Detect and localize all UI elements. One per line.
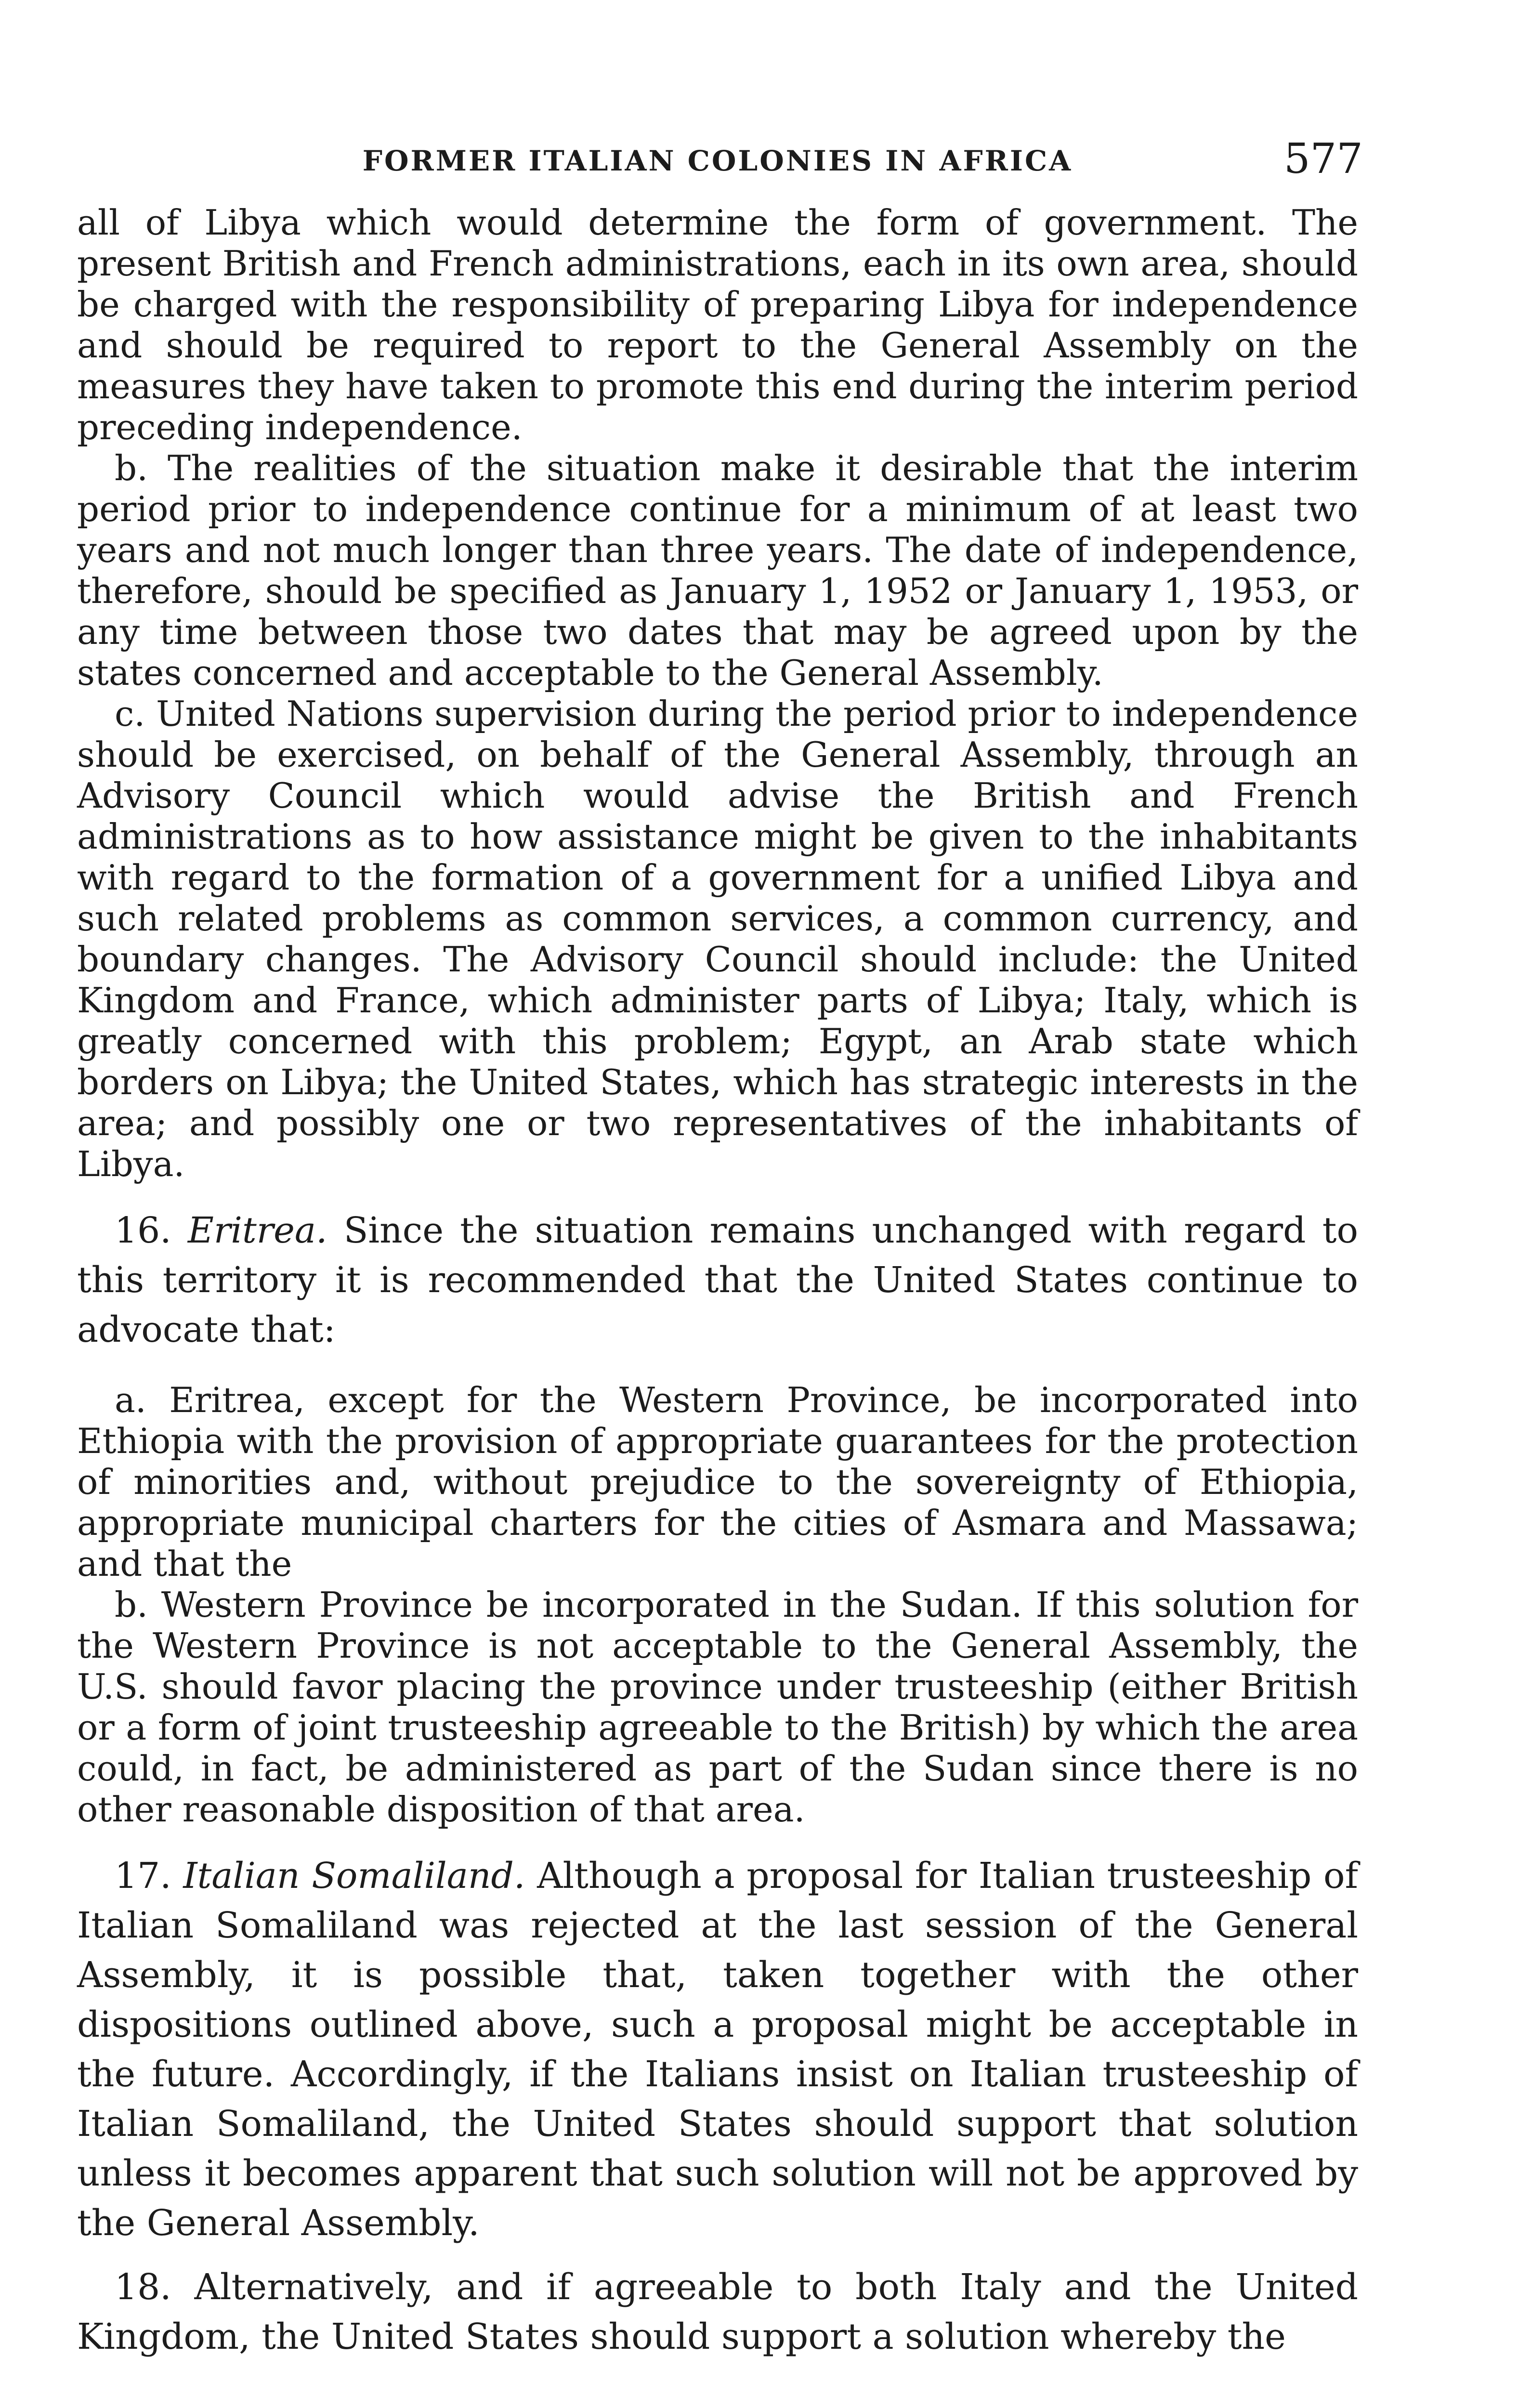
paragraph-16-number: 16. (115, 1210, 171, 1251)
paragraph-17-heading: Italian Somaliland. (183, 1855, 525, 1897)
paragraph-16-text: Since the situation remains unchanged with regard to this territory it is recommended that the United States continue to advocate that: (77, 1210, 1358, 1350)
paragraph-18: 18. Alternatively, and if agreeable to both Italy and the United Kingdom, the United States should support a solution whereby the (77, 2266, 1358, 2357)
running-title: FORMER ITALIAN COLONIES IN AFRICA (362, 144, 1073, 177)
paragraph-16-heading: Eritrea. (187, 1210, 327, 1251)
document-page (77, 130, 1363, 2408)
paragraph-libya-continued: all of Libya which would determine the form of government. The present British and French administrations, each in its own area, should be charged with the responsibility of preparing Libya for independence and should be required to report to the General Assembly on the measures they have taken to promote this end during the interim period preceding independence. (77, 202, 1358, 447)
paragraph-17-somaliland (77, 1851, 1358, 2248)
paragraph-16-eritrea (77, 1206, 1358, 1355)
paragraph-libya-b: b. The realities of the situation make it desirable that the interim period prior to independence continue for a minimum of at least two years and not much longer than three years. The date of independence, therefore, should be specified as January 1, 1952 or January 1, 1953, or any time between those two dates that may be agreed upon by the states concerned and acceptable to the General Assembly. (77, 448, 1358, 693)
paragraph-eritrea-a: a. Eritrea, except for the Western Province, be incorporated into Ethiopia with the provision of appropriate guarantees for the protection of minorities and, without prejudice to the sovereignty of Ethiopia, appropriate municipal charters for the cities of Asmara and Massawa; and that the (77, 1380, 1358, 1584)
paragraph-17-text: Although a proposal for Italian trusteeship of Italian Somaliland was rejected at the last session of the General Assembly, it is possible that, taken together with the other dispositions outlined above, such a proposal might be acceptable in the future. Accordingly, if the Italians insist on Italian trusteeship of Italian Somaliland, the United States should support that solution unless it becomes apparent that such solution will not be approved by the General Assembly. (77, 1855, 1358, 2244)
paragraph-eritrea-b: b. Western Province be incorporated in the Sudan. If this solution for the Western Province is not acceptable to the General Assembly, the U.S. should favor placing the province under trusteeship (either British or a form of joint trusteeship agreeable to the British) by which the area could, in fact, be administered as part of the Sudan since there is no other reasonable disposition of that area. (77, 1584, 1358, 1830)
paragraph-17-number: 17. (115, 1855, 171, 1897)
page-number: 577 (1283, 135, 1363, 183)
paragraph-libya-c: c. United Nations supervision during the period prior to independence should be exercised, on behalf of the General Assembly, through an Advisory Council which would advise the British and French administrations as to how assistance might be given to the inhabitants with regard to the formation of a government for a unified Libya and such related problems as common services, a common currency, and boundary changes. The Advisory Council should include: the United Kingdom and France, which administer parts of Libya; Italy, which is greatly concerned with this problem; Egypt, an Arab state which borders on Libya; the United States, which has strategic interests in the area; and possibly one or two representatives of the inhabitants of Libya. (77, 694, 1358, 1184)
running-header (77, 130, 1363, 202)
